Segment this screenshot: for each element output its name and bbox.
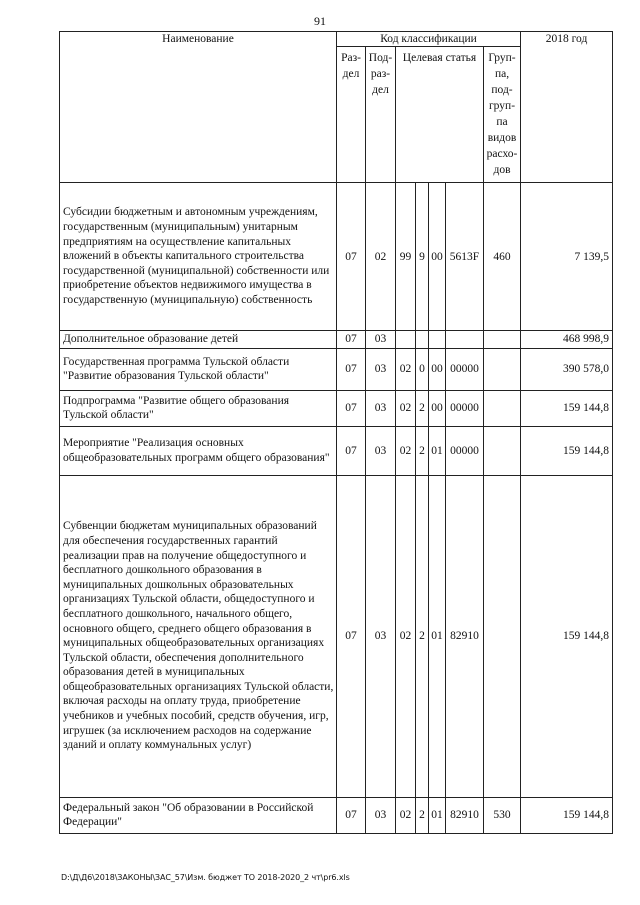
table-row	[60, 426, 613, 475]
page-number: 91	[314, 14, 326, 28]
row-target-direction: 5613F	[446, 183, 484, 331]
row-expense-type	[484, 475, 521, 797]
row-target-program: 02	[396, 426, 416, 475]
row-target-program: 02	[396, 475, 416, 797]
row-target-direction: 00000	[446, 348, 484, 390]
row-podrazdel: 03	[366, 426, 396, 475]
row-target-subprogram: 9	[416, 183, 429, 331]
row-target-program: 02	[396, 348, 416, 390]
razdel-header: Раз-дел	[337, 47, 366, 183]
row-expense-type	[484, 348, 521, 390]
row-name: Субвенции бюджетам муниципальных образований для обеспечения государственных гарантий реализации прав на получение общедоступного и бесплатного дошкольного образования в муниципальных дошкольных образовательных организациях Тульской области, общедоступного и бесплатного дошкольного, начального общего, основного общего, среднего общего образования в муниципальных общеобразовательных организациях Тульской области, обеспечения дополнительного образования детей в муниципальных общеобразовательных организациях Тульской области, включая расходы на оплату труда, приобретение учебников и учебных пособий, средств обучения, игр, игрушек (за исключением расходов на содержание зданий и оплату коммунальных услуг)	[60, 475, 337, 797]
row-target-subprogram	[416, 331, 429, 349]
row-razdel: 07	[337, 183, 366, 331]
table-row	[60, 797, 613, 833]
row-name: Государственная программа Тульской области "Развитие образования Тульской области"	[60, 348, 337, 390]
row-target-direction	[446, 331, 484, 349]
row-target-direction: 00000	[446, 390, 484, 426]
row-amount: 159 144,8	[521, 390, 613, 426]
row-target-program: 99	[396, 183, 416, 331]
year-column-header: 2018 год	[521, 32, 613, 183]
row-target-subprogram: 2	[416, 475, 429, 797]
table-row	[60, 390, 613, 426]
row-target-event: 00	[429, 348, 446, 390]
row-target-event: 00	[429, 390, 446, 426]
row-razdel: 07	[337, 331, 366, 349]
row-razdel: 07	[337, 348, 366, 390]
row-podrazdel: 03	[366, 331, 396, 349]
row-podrazdel: 03	[366, 390, 396, 426]
file-path-footer: D:\Д\Д6\2018\ЗАКОНЫ\ЗАС_57\Изм. бюджет ТО 2018-2020_2 чт\pr6.xls	[61, 873, 350, 882]
header-row-1	[60, 32, 613, 47]
podrazdel-header: Под-раз-дел	[366, 47, 396, 183]
row-podrazdel: 03	[366, 475, 396, 797]
row-podrazdel: 03	[366, 797, 396, 833]
row-amount: 7 139,5	[521, 183, 613, 331]
target-article-header: Целевая статья	[396, 47, 484, 183]
row-name: Субсидии бюджетным и автономным учреждениям, государственным (муниципальным) унитарным предприятиям на осуществление капитальных вложений в объекты капитального строительства государственной (муниципальной) собственности или приобретение объектов недвижимого имущества в государственную (муниципальную) собственность	[60, 183, 337, 331]
row-target-program	[396, 331, 416, 349]
name-column-header: Наименование	[60, 32, 337, 183]
row-target-program: 02	[396, 797, 416, 833]
row-podrazdel: 03	[366, 348, 396, 390]
row-amount: 390 578,0	[521, 348, 613, 390]
row-expense-type	[484, 390, 521, 426]
table-row	[60, 348, 613, 390]
row-podrazdel: 02	[366, 183, 396, 331]
row-amount: 468 998,9	[521, 331, 613, 349]
row-razdel: 07	[337, 475, 366, 797]
row-target-subprogram: 2	[416, 426, 429, 475]
row-target-direction: 82910	[446, 475, 484, 797]
row-target-subprogram: 0	[416, 348, 429, 390]
row-razdel: 07	[337, 797, 366, 833]
table-row	[60, 475, 613, 797]
row-name: Мероприятие "Реализация основных общеобразовательных программ общего образования"	[60, 426, 337, 475]
row-target-event: 01	[429, 475, 446, 797]
table-row	[60, 331, 613, 349]
row-name: Федеральный закон "Об образовании в Российской Федерации"	[60, 797, 337, 833]
row-amount: 159 144,8	[521, 426, 613, 475]
row-amount: 159 144,8	[521, 475, 613, 797]
row-expense-type	[484, 331, 521, 349]
row-expense-type: 460	[484, 183, 521, 331]
row-razdel: 07	[337, 390, 366, 426]
row-name: Дополнительное образование детей	[60, 331, 337, 349]
row-target-direction: 82910	[446, 797, 484, 833]
row-target-subprogram: 2	[416, 390, 429, 426]
row-target-event: 01	[429, 797, 446, 833]
row-target-direction: 00000	[446, 426, 484, 475]
row-target-event	[429, 331, 446, 349]
row-target-program: 02	[396, 390, 416, 426]
row-expense-type	[484, 426, 521, 475]
budget-table	[59, 31, 613, 834]
row-expense-type: 530	[484, 797, 521, 833]
code-group-header: Код классификации	[337, 32, 521, 47]
row-target-subprogram: 2	[416, 797, 429, 833]
table-row	[60, 183, 613, 331]
row-razdel: 07	[337, 426, 366, 475]
row-amount: 159 144,8	[521, 797, 613, 833]
row-target-event: 01	[429, 426, 446, 475]
expense-group-header: Груп-па, под-груп-па видов расхо-дов	[484, 47, 521, 183]
row-name: Подпрограмма "Развитие общего образования Тульской области"	[60, 390, 337, 426]
row-target-event: 00	[429, 183, 446, 331]
